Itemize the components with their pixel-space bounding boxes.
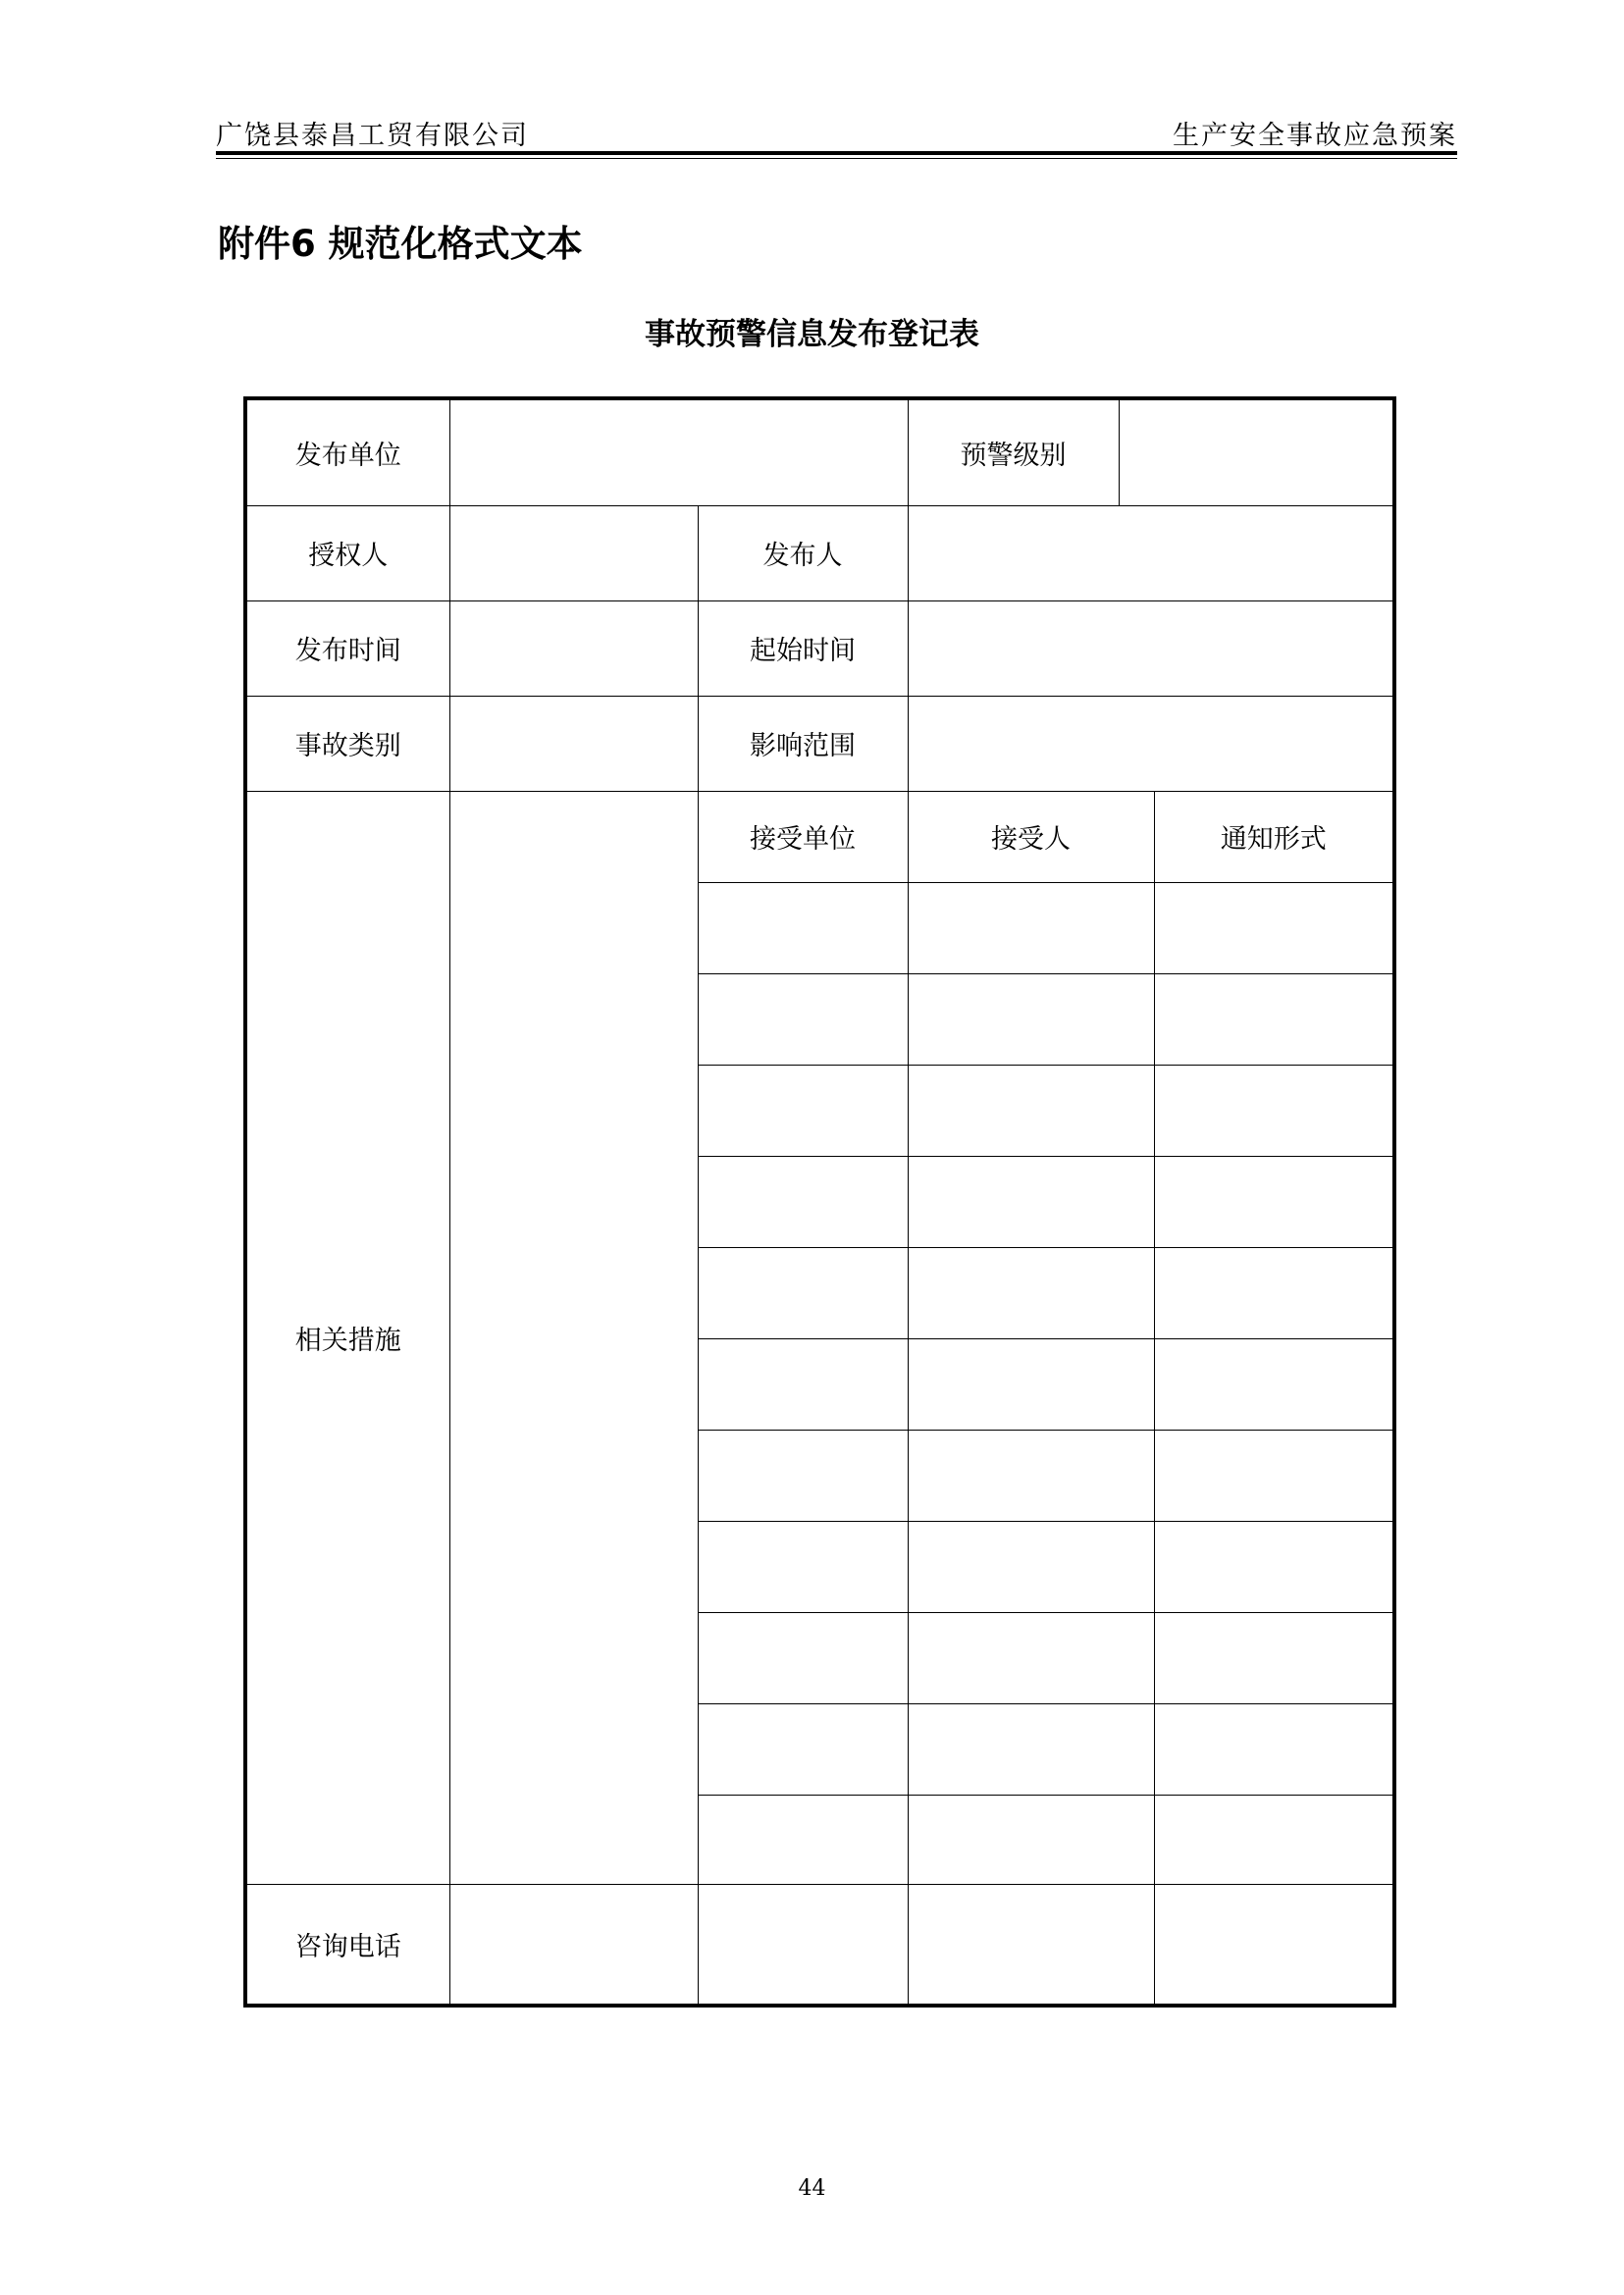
impact-scope-value[interactable] — [908, 696, 1394, 791]
notify-form-cell[interactable] — [1154, 1338, 1394, 1430]
measures-value[interactable] — [449, 791, 698, 1884]
section-title: 附件6 规范化格式文本 — [218, 223, 583, 265]
page-header — [216, 110, 1457, 151]
receiver-cell[interactable] — [908, 1703, 1154, 1795]
measures-label: 相关措施 — [245, 791, 449, 1884]
table-title: 事故预警信息发布登记表 — [645, 317, 979, 352]
receiving-unit-cell[interactable] — [698, 1338, 908, 1430]
receiver-cell[interactable] — [908, 1247, 1154, 1338]
page-number: 44 — [798, 2176, 826, 2201]
receiving-unit-cell[interactable] — [698, 1156, 908, 1247]
receiving-unit-cell[interactable] — [698, 1612, 908, 1703]
accident-type-value[interactable] — [449, 696, 698, 791]
notify-form-cell[interactable] — [1154, 1521, 1394, 1612]
notify-form-cell[interactable] — [1154, 1156, 1394, 1247]
receiving-unit-cell[interactable] — [698, 973, 908, 1065]
accident-type-label: 事故类别 — [245, 696, 449, 791]
notify-form-cell[interactable] — [1154, 1247, 1394, 1338]
header-rule-thick — [216, 151, 1457, 155]
row-consult-phone — [245, 1884, 1394, 2006]
release-unit-value[interactable] — [449, 398, 908, 505]
receiving-unit-cell[interactable] — [698, 1703, 908, 1795]
release-time-value[interactable] — [449, 600, 698, 696]
row-accident-type — [245, 696, 1394, 791]
release-time-label: 发布时间 — [245, 600, 449, 696]
row-release-time — [245, 600, 1394, 696]
receiving-unit-cell[interactable] — [698, 1430, 908, 1521]
header-document-title: 生产安全事故应急预案 — [1173, 121, 1457, 151]
impact-scope-label: 影响范围 — [698, 696, 908, 791]
receiving-unit-cell[interactable] — [698, 1065, 908, 1156]
receiver-cell[interactable] — [908, 1795, 1154, 1884]
authorizer-label: 授权人 — [245, 505, 449, 600]
receiving-unit-header: 接受单位 — [698, 791, 908, 882]
receiver-cell[interactable] — [908, 1156, 1154, 1247]
publisher-label: 发布人 — [698, 505, 908, 600]
notify-form-cell[interactable] — [1154, 882, 1394, 973]
header-company: 广饶县泰昌工贸有限公司 — [216, 121, 529, 151]
receiving-unit-cell[interactable] — [698, 1247, 908, 1338]
notify-form-cell[interactable] — [1154, 1703, 1394, 1795]
consult-cell[interactable] — [908, 1884, 1154, 2006]
release-unit-label: 发布单位 — [245, 398, 449, 505]
header-rule-thin — [216, 158, 1457, 159]
receiver-cell[interactable] — [908, 1612, 1154, 1703]
notify-form-cell[interactable] — [1154, 973, 1394, 1065]
notify-form-cell[interactable] — [1154, 1065, 1394, 1156]
authorizer-value[interactable] — [449, 505, 698, 600]
publisher-value[interactable] — [908, 505, 1394, 600]
receiving-unit-cell[interactable] — [698, 882, 908, 973]
start-time-value[interactable] — [908, 600, 1394, 696]
notify-form-cell[interactable] — [1154, 1430, 1394, 1521]
notify-form-cell[interactable] — [1154, 1612, 1394, 1703]
receiver-cell[interactable] — [908, 1430, 1154, 1521]
receiver-cell[interactable] — [908, 973, 1154, 1065]
notify-form-header: 通知形式 — [1154, 791, 1394, 882]
receiver-cell[interactable] — [908, 1065, 1154, 1156]
receiver-cell[interactable] — [908, 882, 1154, 973]
start-time-label: 起始时间 — [698, 600, 908, 696]
row-release-unit — [245, 398, 1394, 505]
row-authorizer — [245, 505, 1394, 600]
consult-cell[interactable] — [1154, 1884, 1394, 2006]
warning-release-form — [243, 396, 1396, 2008]
receiving-unit-cell[interactable] — [698, 1521, 908, 1612]
consult-phone-value[interactable] — [449, 1884, 698, 2006]
warning-level-value[interactable] — [1119, 398, 1394, 505]
receiver-cell[interactable] — [908, 1338, 1154, 1430]
receiving-unit-cell[interactable] — [698, 1795, 908, 1884]
row-recipients-header — [245, 791, 1394, 882]
warning-level-label: 预警级别 — [908, 398, 1119, 505]
consult-cell[interactable] — [698, 1884, 908, 2006]
receiver-header: 接受人 — [908, 791, 1154, 882]
receiver-cell[interactable] — [908, 1521, 1154, 1612]
notify-form-cell[interactable] — [1154, 1795, 1394, 1884]
consult-phone-label: 咨询电话 — [245, 1884, 449, 2006]
